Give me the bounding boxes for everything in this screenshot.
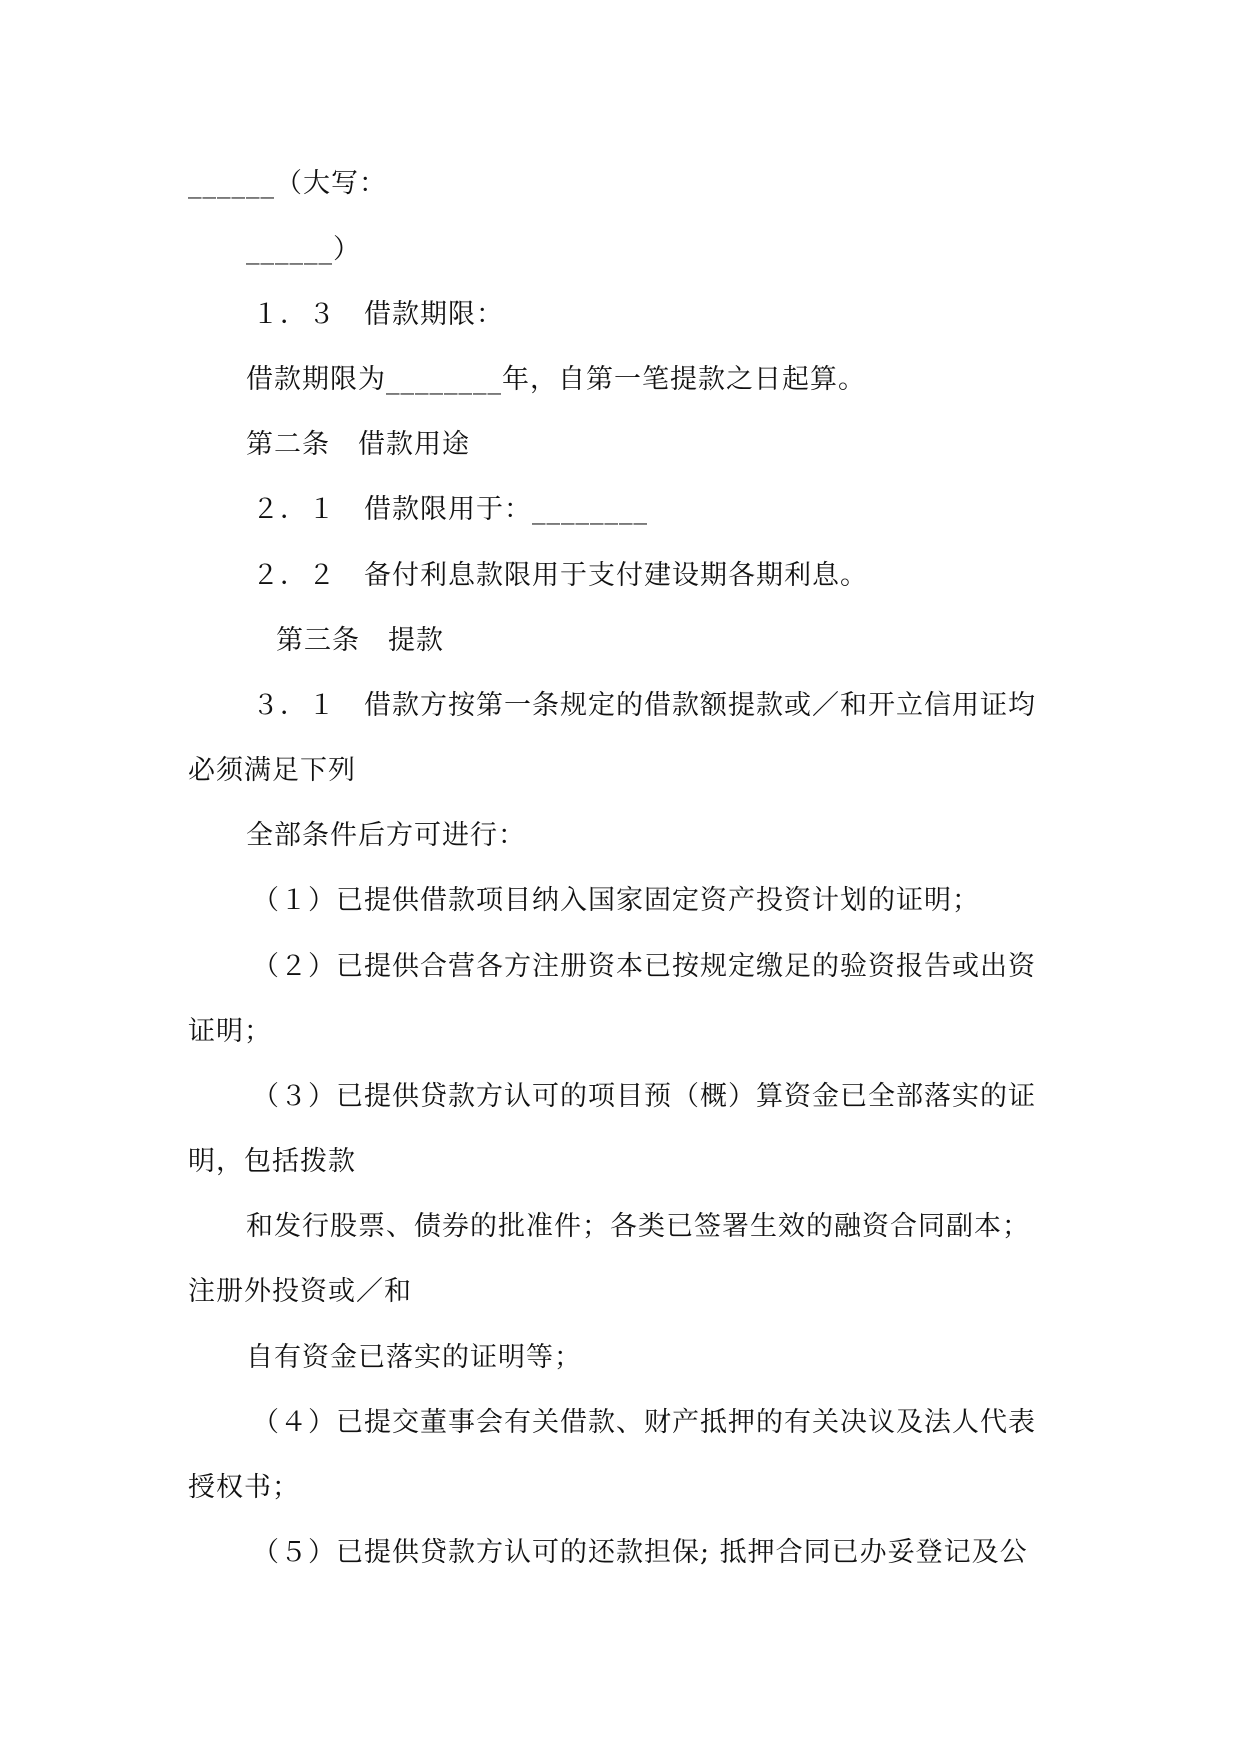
- article-3-heading: 第三条 提款: [276, 625, 444, 656]
- condition-3-line-3: 和发行股票、债券的批准件；各类已签署生效的融资合同副本；: [246, 1211, 1030, 1242]
- amount-uppercase-close-line: ______）: [246, 234, 361, 265]
- clause-2-2: ２．２ 备付利息款限用于支付建设期各期利息。: [252, 560, 868, 591]
- condition-1: （１）已提供借款项目纳入国家固定资产投资计划的证明；: [252, 885, 980, 916]
- condition-5-line-1: （５）已提供贷款方认可的还款担保; 抵押合同已办妥登记及公: [252, 1537, 1028, 1568]
- condition-4-line-1: （４）已提交董事会有关借款、财产抵押的有关决议及法人代表: [252, 1407, 1036, 1438]
- clause-2-1: ２．１ 借款限用于：________: [252, 494, 648, 525]
- condition-3-line-1: （３）已提供贷款方认可的项目预（概）算资金已全部落实的证: [252, 1081, 1036, 1112]
- clause-1-3-heading: １．３ 借款期限：: [252, 299, 504, 330]
- clause-3-1-line-2: 必须满足下列: [188, 755, 356, 786]
- condition-3-line-5: 自有资金已落实的证明等；: [246, 1342, 582, 1373]
- condition-4-line-2: 授权书；: [188, 1472, 300, 1503]
- clause-3-1-line-1: ３．１ 借款方按第一条规定的借款额提款或／和开立信用证均: [252, 690, 1036, 721]
- condition-2-line-1: （２）已提供合营各方注册资本已按规定缴足的验资报告或出资: [252, 951, 1036, 982]
- clause-3-1-line-3: 全部条件后方可进行：: [246, 820, 526, 851]
- condition-3-line-4: 注册外投资或／和: [188, 1276, 412, 1307]
- loan-term-line: 借款期限为________年，自第一笔提款之日起算。: [246, 364, 866, 395]
- condition-3-line-2: 明，包括拨款: [188, 1146, 356, 1177]
- article-2-heading: 第二条 借款用途: [246, 429, 470, 460]
- amount-uppercase-line: ______（大写：: [188, 168, 387, 199]
- condition-2-line-2: 证明；: [188, 1016, 272, 1047]
